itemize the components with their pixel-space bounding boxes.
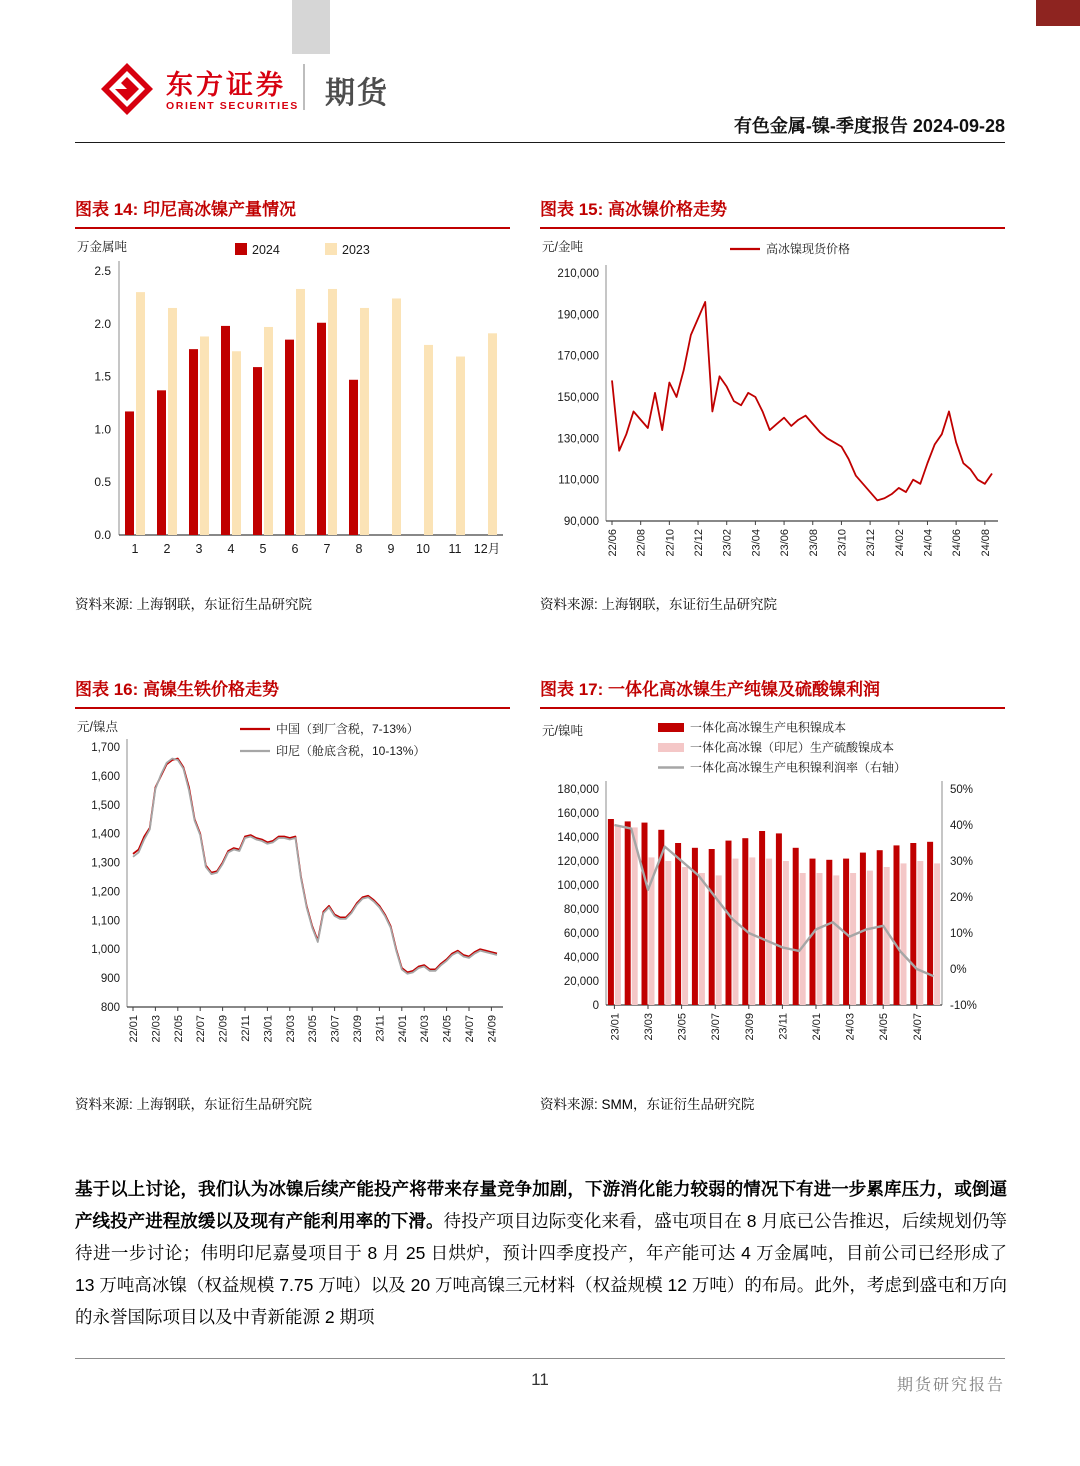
figure-14	[75, 195, 510, 613]
brand-name-cn: 东方证券	[166, 69, 286, 100]
svg-text:元/镍点: 元/镍点	[77, 720, 118, 734]
body-paragraph	[75, 1173, 1007, 1334]
svg-text:2.0: 2.0	[94, 316, 111, 331]
figure-17	[540, 675, 1005, 1113]
figure-15-title: 图表 15: 高冰镍价格走势	[540, 195, 1005, 229]
svg-text:一体化高冰镍生产电积镍成本: 一体化高冰镍生产电积镍成本	[690, 720, 847, 735]
svg-text:0.5: 0.5	[94, 475, 111, 490]
svg-text:150,000: 150,000	[557, 392, 599, 404]
svg-text:24/03: 24/03	[844, 1013, 857, 1041]
svg-text:30%: 30%	[950, 856, 974, 868]
svg-text:23/11: 23/11	[777, 1013, 790, 1040]
svg-text:24/06: 24/06	[951, 529, 964, 557]
svg-text:23/03: 23/03	[643, 1013, 655, 1041]
figure-16	[75, 675, 510, 1113]
svg-text:23/05: 23/05	[307, 1015, 320, 1043]
brand-logo	[100, 62, 299, 121]
svg-text:110,000: 110,000	[558, 474, 599, 487]
svg-text:40%: 40%	[950, 820, 974, 832]
figure-17-chart	[540, 715, 1005, 1087]
svg-text:万金属吨: 万金属吨	[77, 240, 128, 254]
svg-text:120,000: 120,000	[557, 856, 599, 868]
svg-text:-10%: -10%	[950, 1000, 977, 1012]
svg-text:24/04: 24/04	[922, 529, 935, 557]
svg-text:24/07: 24/07	[911, 1013, 924, 1041]
svg-text:印尼（舱底含税，10-13%）: 印尼（舱底含税，10-13%）	[276, 744, 426, 758]
svg-text:7: 7	[323, 542, 331, 556]
svg-text:1: 1	[131, 542, 139, 556]
svg-text:11: 11	[448, 542, 462, 556]
svg-text:23/03: 23/03	[284, 1015, 297, 1043]
svg-text:23/04: 23/04	[750, 529, 763, 557]
svg-text:24/07: 24/07	[464, 1015, 476, 1043]
svg-text:1,200: 1,200	[91, 886, 120, 899]
svg-text:22/08: 22/08	[635, 529, 648, 557]
figure-14-chart	[75, 235, 510, 587]
svg-text:1,400: 1,400	[91, 828, 120, 841]
svg-text:8: 8	[355, 542, 363, 556]
svg-text:2024: 2024	[252, 243, 280, 257]
figure-15-chart	[540, 235, 1005, 587]
svg-text:23/11: 23/11	[374, 1015, 387, 1042]
svg-text:1.0: 1.0	[94, 422, 111, 437]
svg-text:1,700: 1,700	[91, 742, 120, 754]
svg-text:40,000: 40,000	[563, 952, 599, 964]
svg-text:1,100: 1,100	[91, 915, 120, 928]
figure-15	[540, 195, 1005, 613]
svg-text:20,000: 20,000	[563, 976, 599, 988]
svg-text:160,000: 160,000	[557, 808, 599, 820]
svg-text:中国（到厂含税，7-13%）: 中国（到厂含税，7-13%）	[276, 722, 419, 736]
svg-text:元/金吨: 元/金吨	[542, 240, 583, 254]
svg-text:3: 3	[195, 542, 203, 556]
footer-rule	[75, 1358, 1005, 1359]
brand-wordmark	[166, 71, 299, 113]
svg-text:24/01: 24/01	[811, 1013, 823, 1041]
svg-text:22/06: 22/06	[607, 529, 619, 557]
figure-16-title: 图表 16: 高镍生铁价格走势	[75, 675, 510, 709]
svg-text:24/01: 24/01	[396, 1015, 409, 1043]
svg-text:22/07: 22/07	[195, 1015, 208, 1043]
svg-text:24/08: 24/08	[979, 529, 992, 557]
page-number: 11	[531, 1370, 549, 1389]
svg-text:24/09: 24/09	[486, 1015, 499, 1043]
svg-text:1,500: 1,500	[91, 799, 120, 812]
svg-text:元/镍吨: 元/镍吨	[542, 724, 583, 738]
svg-text:23/09: 23/09	[352, 1015, 364, 1043]
svg-text:210,000: 210,000	[557, 268, 599, 280]
svg-text:0: 0	[592, 1000, 599, 1012]
figure-17-source: 资料来源: SMM，东证衍生品研究院	[540, 1097, 755, 1112]
svg-text:22/09: 22/09	[217, 1015, 230, 1043]
svg-text:0.0: 0.0	[94, 528, 111, 542]
svg-text:22/03: 22/03	[150, 1015, 163, 1043]
svg-text:140,000: 140,000	[557, 832, 599, 844]
svg-text:12月: 12月	[473, 542, 501, 556]
brand-name-en: ORIENT SECURITIES	[166, 100, 299, 113]
footer-report-type: 期货研究报告	[896, 1377, 1005, 1394]
svg-text:190,000: 190,000	[557, 309, 599, 322]
svg-text:23/07: 23/07	[329, 1015, 342, 1043]
figure-15-source: 资料来源: 上海钢联，东证衍生品研究院	[540, 597, 778, 612]
svg-text:2: 2	[163, 542, 171, 556]
svg-text:高冰镍现货价格: 高冰镍现货价格	[766, 242, 851, 256]
svg-text:50%: 50%	[950, 784, 974, 796]
svg-text:22/05: 22/05	[172, 1015, 185, 1043]
svg-text:130,000: 130,000	[557, 433, 599, 446]
svg-text:23/01: 23/01	[609, 1013, 622, 1041]
svg-text:4: 4	[227, 542, 235, 556]
svg-text:10: 10	[416, 542, 430, 556]
svg-text:90,000: 90,000	[563, 516, 599, 528]
svg-text:24/02: 24/02	[893, 529, 906, 557]
header-gray-tab	[292, 0, 330, 54]
svg-text:22/11: 22/11	[240, 1015, 252, 1042]
svg-text:80,000: 80,000	[563, 904, 599, 916]
svg-text:2.5: 2.5	[94, 264, 111, 278]
orient-securities-logo-icon	[100, 62, 154, 121]
svg-text:23/01: 23/01	[262, 1015, 275, 1043]
svg-text:20%: 20%	[950, 892, 974, 904]
figure-14-source: 资料来源: 上海钢联，东证衍生品研究院	[75, 597, 313, 612]
svg-text:24/05: 24/05	[441, 1015, 454, 1043]
svg-text:9: 9	[387, 542, 395, 556]
svg-text:23/05: 23/05	[676, 1013, 689, 1041]
svg-text:1,000: 1,000	[91, 944, 120, 957]
header-rule	[75, 142, 1005, 143]
svg-text:60,000: 60,000	[563, 928, 599, 940]
svg-text:22/12: 22/12	[693, 529, 706, 557]
header-divider	[303, 64, 305, 110]
svg-text:800: 800	[100, 1002, 120, 1014]
paragraph-rest: 待投产项目边际变化来看，盛屯项目在 8 月底已公告推迟，后续规划仍等待进一步讨论；伟明印尼嘉曼项目于 8 月 25 日烘炉，预计四季度投产，年产能可达 4 万金属吨，目前公司已经形成了 13 万吨高冰镍（权益规模 7.75 万吨）以及 20 万吨高镍三元材料（权益规模 12 万吨）的布局。此外，考虑到盛屯和万向的永誉国际项目以及中青新能源 2 期项	[75, 1210, 1007, 1328]
svg-text:5: 5	[259, 542, 267, 556]
svg-text:一体化高冰镍（印尼）生产硫酸镍成本: 一体化高冰镍（印尼）生产硫酸镍成本	[690, 740, 895, 755]
report-header-title: 有色金属-镍-季度报告 2024-09-28	[733, 116, 1005, 136]
svg-text:23/08: 23/08	[807, 529, 820, 557]
svg-text:23/12: 23/12	[865, 529, 878, 557]
svg-text:2023: 2023	[342, 243, 370, 257]
svg-text:23/02: 23/02	[721, 529, 734, 557]
svg-text:10%: 10%	[950, 928, 974, 940]
corner-red-mark	[1036, 0, 1080, 26]
svg-text:23/06: 23/06	[779, 529, 792, 557]
svg-text:24/03: 24/03	[419, 1015, 432, 1043]
figure-16-chart	[75, 715, 510, 1087]
figure-17-title: 图表 17: 一体化高冰镍生产纯镍及硫酸镍利润	[540, 675, 1005, 709]
svg-text:22/10: 22/10	[664, 529, 677, 557]
svg-text:23/07: 23/07	[710, 1013, 723, 1041]
section-tag: 期货	[325, 77, 389, 110]
paragraph-lead: 基于以上讨论，我们认为冰镍后续产能投产将带来存量竞争加剧，下游消化能力较弱的情况下有进一步累库压力，或倒逼产线投产进程放缓以及现有产能利用率的下滑。	[75, 1178, 1007, 1231]
svg-text:22/01: 22/01	[128, 1015, 140, 1043]
svg-text:100,000: 100,000	[557, 880, 599, 892]
svg-text:6: 6	[291, 542, 299, 556]
svg-text:23/09: 23/09	[743, 1013, 756, 1041]
figure-16-source: 资料来源: 上海钢联，东证衍生品研究院	[75, 1097, 313, 1112]
svg-text:170,000: 170,000	[557, 350, 599, 363]
figure-14-title: 图表 14: 印尼高冰镍产量情况	[75, 195, 510, 229]
svg-text:一体化高冰镍生产电积镍利润率（右轴）: 一体化高冰镍生产电积镍利润率（右轴）	[690, 760, 907, 775]
svg-text:24/05: 24/05	[878, 1013, 891, 1041]
svg-text:900: 900	[100, 973, 120, 986]
svg-text:1,600: 1,600	[91, 770, 120, 783]
svg-text:180,000: 180,000	[557, 784, 599, 796]
svg-text:1.5: 1.5	[94, 369, 111, 384]
svg-text:0%: 0%	[950, 964, 967, 976]
svg-text:1,300: 1,300	[91, 857, 120, 870]
svg-text:23/10: 23/10	[836, 529, 849, 557]
